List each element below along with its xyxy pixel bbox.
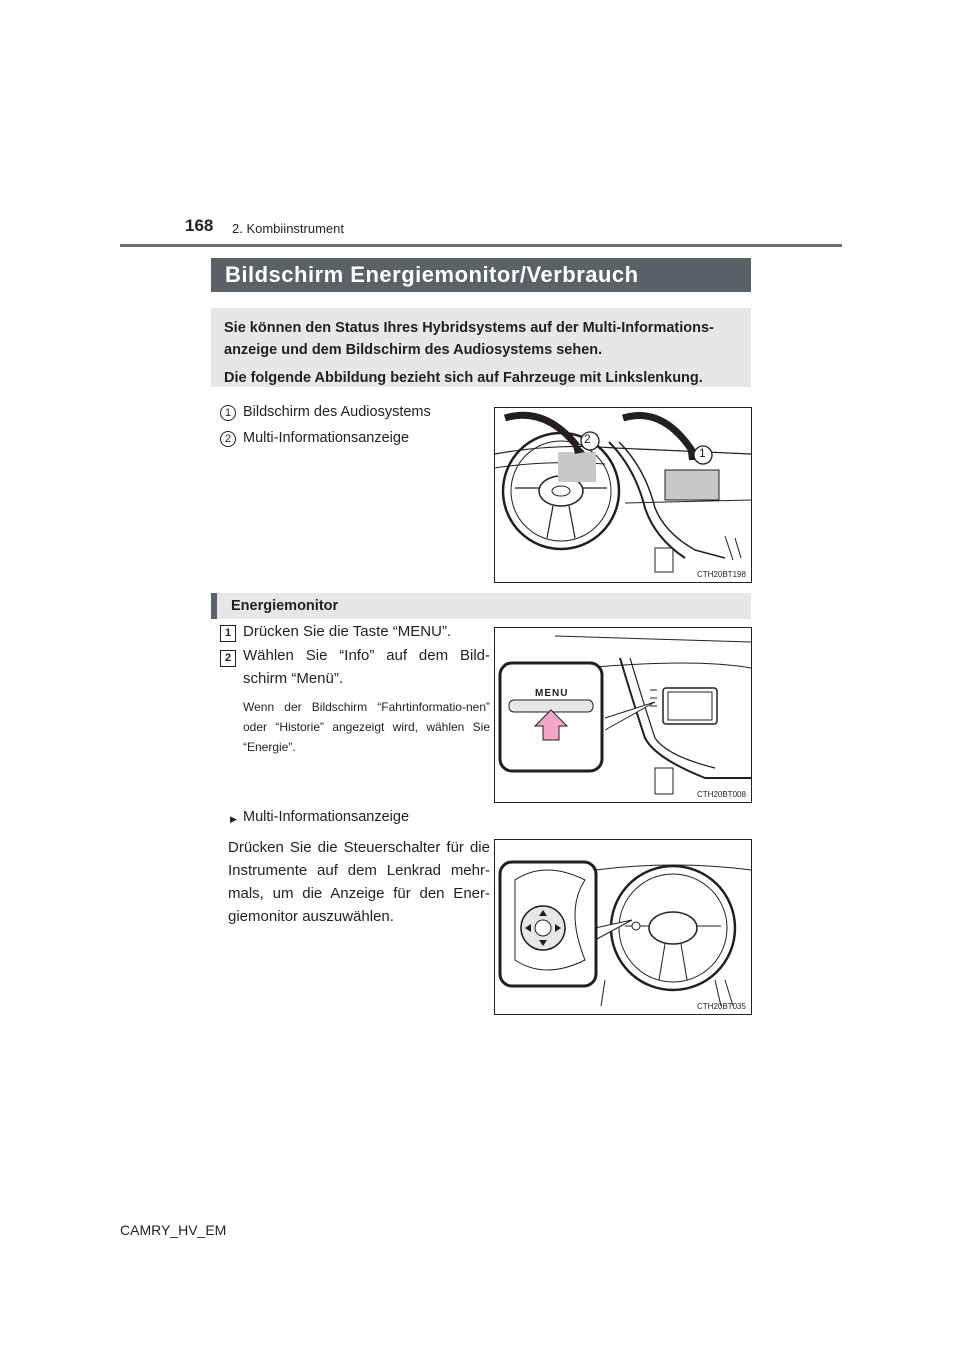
- menu-button-label: MENU: [535, 688, 569, 699]
- step-text: Wählen Sie “Info” auf dem Bild-schirm “Menü”.: [243, 647, 490, 687]
- step-number: 1: [220, 625, 236, 642]
- intro-paragraph: Die folgende Abbildung bezieht sich auf Fahrzeuge mit Linkslenkung.: [224, 370, 703, 386]
- dashboard-illustration: [495, 408, 751, 582]
- intro-box: [211, 308, 751, 387]
- legend-marker: 2: [220, 431, 236, 447]
- section-title: Bildschirm Energiemonitor/Verbrauch: [211, 258, 751, 292]
- page-number: 168: [185, 216, 214, 235]
- bullet-text: Multi-Informationsanzeige: [243, 809, 410, 825]
- step-text: Drücken Sie die Taste “MENU”.: [243, 623, 452, 640]
- steering-switch-figure: [494, 839, 752, 1015]
- dashboard-figure: [494, 407, 752, 583]
- callout-1: 1: [699, 446, 706, 460]
- figure-code: CTH20BT008: [697, 790, 746, 799]
- legend-marker: 1: [220, 405, 236, 421]
- body-paragraph: Drücken Sie die Steuerschalter für die Instrumente auf dem Lenkrad mehr-mals, um die Anzeige für den Ener-giemonitor auszuwählen.: [228, 839, 490, 925]
- step-number: 2: [220, 650, 236, 667]
- figure-code: CTH20BT035: [697, 1002, 746, 1011]
- callout-2: 2: [584, 432, 591, 446]
- subsection-title: Energiemonitor: [211, 593, 751, 619]
- step-note: Wenn der Bildschirm “Fahrtinformatio-nen” oder “Historie” angezeigt wird, wählen Sie “Energie”.: [243, 700, 490, 754]
- legend-label: Bildschirm des Audiosystems: [243, 404, 431, 420]
- header-rule: [120, 244, 842, 247]
- menu-button-figure: [494, 627, 752, 803]
- steering-switch-illustration: [495, 840, 751, 1014]
- chapter-title: 2. Kombiinstrument: [232, 221, 344, 236]
- menu-button-illustration: [495, 628, 751, 802]
- document-id: CAMRY_HV_EM: [120, 1222, 227, 1238]
- intro-paragraph: Sie können den Status Ihres Hybridsystems auf der Multi-Informations-anzeige und dem Bildschirm des Audiosystems sehen.: [224, 320, 714, 358]
- legend-label: Multi-Informationsanzeige: [243, 430, 410, 446]
- bullet-triangle-icon: ▶: [230, 814, 237, 824]
- figure-code: CTH20BT198: [697, 570, 746, 579]
